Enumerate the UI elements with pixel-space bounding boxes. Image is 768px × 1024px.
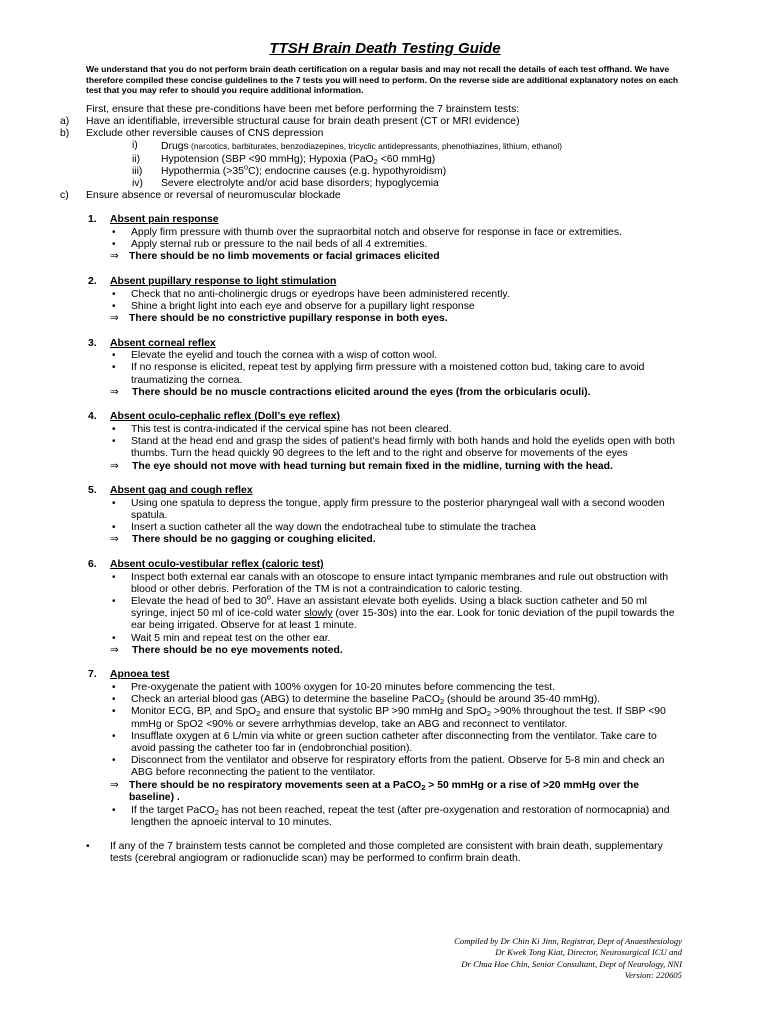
bullet-icon bbox=[110, 694, 131, 706]
preconditions-block bbox=[60, 103, 682, 203]
section-title: Absent pupillary response to light stimulation bbox=[110, 276, 337, 287]
expected-result: ⇒ There should be no constrictive pupillary response in both eyes. bbox=[110, 313, 448, 324]
section-heading bbox=[88, 559, 682, 572]
section-title: Absent gag and cough reflex bbox=[110, 485, 253, 497]
bullet-icon bbox=[110, 596, 131, 633]
bullet-item: • If the target PaCO$_2$ has not been reached, repeat the test (after pre-oxygenation and restoration of normocapnia) and lengthen the apnoeic interval to 10 minutes. bbox=[88, 805, 682, 829]
section-number: 1. bbox=[88, 214, 97, 226]
credit-line: Dr Kwek Tong Kiat, Director, Neurosurgical ICU and bbox=[495, 947, 682, 958]
section-title: Absent oculo-vestibular reflex (caloric test) bbox=[110, 558, 324, 570]
precondition-b bbox=[60, 128, 682, 140]
bullet-icon bbox=[110, 633, 131, 645]
section-title: Absent oculo-cephalic reflex (Doll’s eye reflex) bbox=[110, 411, 341, 423]
bullet-icon bbox=[110, 227, 131, 239]
section-number: 7. bbox=[88, 669, 97, 681]
bullet-item: • If no response is elicited, repeat test by applying firm pressure with a moistened cotton bud, taking care to avoid traumatizing the cornea. bbox=[88, 362, 682, 386]
list-text: Have an identifiable, irreversible structural cause for brain death present (CT or MRI evidence) bbox=[86, 115, 520, 127]
section-number: 3. bbox=[88, 337, 97, 349]
section-heading bbox=[88, 485, 682, 498]
precondition-b-iii bbox=[132, 162, 682, 178]
arrow-icon: ⇒ bbox=[110, 460, 119, 472]
section-title: Absent pain response bbox=[110, 214, 219, 226]
bullet-item: • Apply sternal rub or pressure to the nail beds of all 4 extremities. bbox=[88, 239, 682, 251]
page-title: TTSH Brain Death Testing Guide bbox=[269, 40, 501, 57]
bullet-icon bbox=[110, 436, 131, 460]
test-section-2 bbox=[88, 276, 682, 326]
bullet-item: • Wait 5 min and repeat test on the other ear. bbox=[88, 633, 682, 645]
precondition-b-iv bbox=[132, 178, 682, 190]
list-label: iii) bbox=[132, 165, 143, 177]
list-label: ii) bbox=[132, 153, 141, 165]
list-text: Drugs (narcotics, barbiturates, benzodiazepines, tricyclic antidepressants, phenothiazines, lithium, ethanol) bbox=[161, 141, 563, 153]
bullet-item: • Disconnect from the ventilator and observe for respiratory efforts from the patient. Observe for 5-8 min and check an ABG before reconnecting the patient to the ventilator. bbox=[88, 755, 682, 779]
list-text: Exclude other reversible causes of CNS depression bbox=[86, 128, 324, 140]
bullet-icon bbox=[86, 841, 110, 865]
bullet-icon bbox=[110, 289, 131, 301]
bullet-icon bbox=[110, 362, 131, 386]
section-heading bbox=[88, 338, 682, 351]
test-section-7 bbox=[88, 669, 682, 829]
final-note-text: If any of the 7 brainstem tests cannot be completed and those completed are consistent with brain death, supplementary tests (cerebral angiogram or radionuclide scan) may be performed to confirm brain death. bbox=[110, 841, 663, 865]
section-number: 6. bbox=[88, 558, 97, 570]
bullet-item: • Monitor ECG, BP, and SpO$_2$ and ensure that systolic BP >90 mmHg and SpO$_2$ >90% throughout the test. If SBP <90 mmHg or SpO2 <90% or severe arrhythmias develop, take an ABG and reconnect to ventilator. bbox=[88, 706, 682, 730]
bullet-icon bbox=[110, 706, 131, 730]
bullet-icon bbox=[110, 239, 131, 251]
expected-result: ⇒ There should be no gagging or coughing elicited. bbox=[110, 534, 376, 546]
precondition-a bbox=[60, 116, 682, 128]
bullet-icon bbox=[110, 755, 131, 779]
list-label: b) bbox=[60, 128, 70, 140]
list-text: Severe electrolyte and/or acid base disorders; hypoglycemia bbox=[161, 178, 439, 189]
preconditions-lead: First, ensure that these pre-conditions have been met before performing the 7 brainstem tests: bbox=[86, 103, 520, 115]
bullet-item: • Shine a bright light into each eye and observe for a pupillary light response bbox=[88, 301, 682, 313]
version-label: Version: 220605 bbox=[624, 969, 682, 980]
expected-result: ⇒ There should be no limb movements or facial grimaces elicited bbox=[110, 251, 440, 263]
document-page bbox=[60, 40, 682, 866]
bullet-item: • Inspect both external ear canals with an otoscope to ensure intact tympanic membranes and rule out obstruction with blood or other debris. Perforation of the TM is not a contraindication to caloric testing. bbox=[88, 572, 682, 596]
list-text: Hypotension (SBP <90 mmHg); Hypoxia (PaO$_2$ <60 mmHg) bbox=[161, 153, 436, 166]
arrow-icon: ⇒ bbox=[110, 386, 119, 398]
precondition-b-ii bbox=[132, 154, 682, 166]
arrow-icon: ⇒ bbox=[110, 313, 119, 324]
bullet-item: • Elevate the eyelid and touch the cornea with a wisp of cotton wool. bbox=[88, 350, 682, 362]
bullet-icon bbox=[110, 301, 131, 313]
expected-result: ⇒ There should be no respiratory movements seen at a PaCO$_2$ > 50 mmHg or a rise of >20 mmHg over the baseline) . bbox=[110, 779, 640, 804]
intro-paragraph: We understand that you do not perform brain death certification on a regular basis and may not recall the details of each test offhand. We have therefore compiled these concise guidelines to the 7 tests you will need to perform. On the reverse side are additional explanatory notes on each test that you may refer to should you require additional information. bbox=[86, 64, 679, 96]
expected-result: ⇒ The eye should not move with head turning but remain fixed in the midline, turning with the head. bbox=[110, 460, 613, 472]
test-section-4 bbox=[88, 411, 682, 473]
list-text: Hypothermia $(>35^oC)$; endocrine causes (e.g. hypothyroidism) bbox=[161, 162, 447, 177]
precondition-b-i bbox=[132, 140, 682, 153]
final-note bbox=[86, 841, 682, 865]
bullet-item: • Check that no anti-cholinergic drugs or eyedrops have been administered recently. bbox=[88, 289, 682, 301]
bullet-item: • Apply firm pressure with thumb over the supraorbital notch and observe for response in face or extremities. bbox=[88, 227, 682, 239]
list-text: Ensure absence or reversal of neuromuscular blockade bbox=[86, 190, 341, 202]
section-number: 4. bbox=[88, 411, 97, 423]
bullet-item: • Pre-oxygenate the patient with 100% oxygen for 10-20 minutes before commencing the test. bbox=[88, 682, 682, 694]
expected-result: ⇒ There should be no eye movements noted. bbox=[110, 644, 343, 656]
section-heading bbox=[88, 214, 682, 227]
section-title: Absent corneal reflex bbox=[110, 337, 216, 349]
bullet-icon bbox=[110, 805, 131, 829]
bullet-icon bbox=[110, 350, 131, 362]
bullet-item: • Insert a suction catheter all the way down the endotracheal tube to stimulate the trachea bbox=[88, 522, 682, 534]
arrow-icon: ⇒ bbox=[110, 779, 119, 791]
expected-result: ⇒ There should be no muscle contractions elicited around the eyes (from the orbicularis oculi). bbox=[110, 386, 591, 398]
test-section-6 bbox=[88, 559, 682, 657]
bullet-icon bbox=[110, 572, 131, 596]
section-heading bbox=[88, 411, 682, 424]
arrow-icon: ⇒ bbox=[110, 251, 119, 263]
test-section-5 bbox=[88, 485, 682, 547]
credit-line: Compiled by Dr Chin Ki Jinn, Registrar, Dept of Anaesthesiology bbox=[454, 936, 682, 946]
list-label: a) bbox=[60, 115, 70, 127]
list-label: iv) bbox=[132, 178, 143, 189]
bullet-item: • Using one spatula to depress the tongue, apply firm pressure to the posterior pharyngeal wall with a second wooden spatula. bbox=[88, 498, 682, 522]
arrow-icon: ⇒ bbox=[110, 534, 119, 546]
bullet-icon bbox=[110, 522, 131, 534]
credits-block bbox=[454, 936, 682, 981]
credit-line: Dr Chua Hoe Chin, Senior Consultant, Dept of Neurology, NNI bbox=[461, 958, 682, 969]
bullet-item: • Elevate the head of bed to 30$^o$. Have an assistant elevate both eyelids. Using a black suction catheter and 50 ml syringe, inject 50 ml of ice-cold water slowly (over 15-30s) into the ear. Look for tonic deviation of the pupil towards the ear being irrigated. Observe for at least 1 minute. bbox=[88, 596, 682, 633]
section-heading bbox=[88, 669, 682, 682]
section-number: 2. bbox=[88, 276, 97, 287]
bullet-icon bbox=[110, 498, 131, 522]
bullet-icon bbox=[110, 682, 131, 694]
bullet-icon bbox=[110, 424, 131, 436]
bullet-item: • Stand at the head end and grasp the sides of patient’s head firmly with both hands and hold the eyelids open with both thumbs. Turn the head quickly 90 degrees to the left and to the right and observe for movements of the eyes bbox=[88, 436, 682, 460]
list-label: i) bbox=[132, 140, 138, 152]
list-label: c) bbox=[60, 190, 69, 202]
bullet-item: • Check an arterial blood gas (ABG) to determine the baseline PaCO$_2$ (should be around 35-40 mmHg). bbox=[88, 694, 682, 706]
bullet-item: • Insufflate oxygen at 6 L/min via white or green suction catheter after disconnecting from the ventilator. Take care to avoid passing the catheter too far in (endobronchial position). bbox=[88, 731, 682, 755]
arrow-icon: ⇒ bbox=[110, 644, 119, 656]
bullet-icon bbox=[110, 731, 131, 755]
bullet-item: • This test is contra-indicated if the cervical spine has not been cleared. bbox=[88, 424, 682, 436]
section-heading bbox=[88, 276, 682, 289]
test-section-3 bbox=[88, 338, 682, 400]
test-section-1 bbox=[88, 214, 682, 264]
precondition-c bbox=[60, 190, 682, 202]
section-title: Apnoea test bbox=[110, 669, 170, 681]
section-number: 5. bbox=[88, 485, 97, 497]
